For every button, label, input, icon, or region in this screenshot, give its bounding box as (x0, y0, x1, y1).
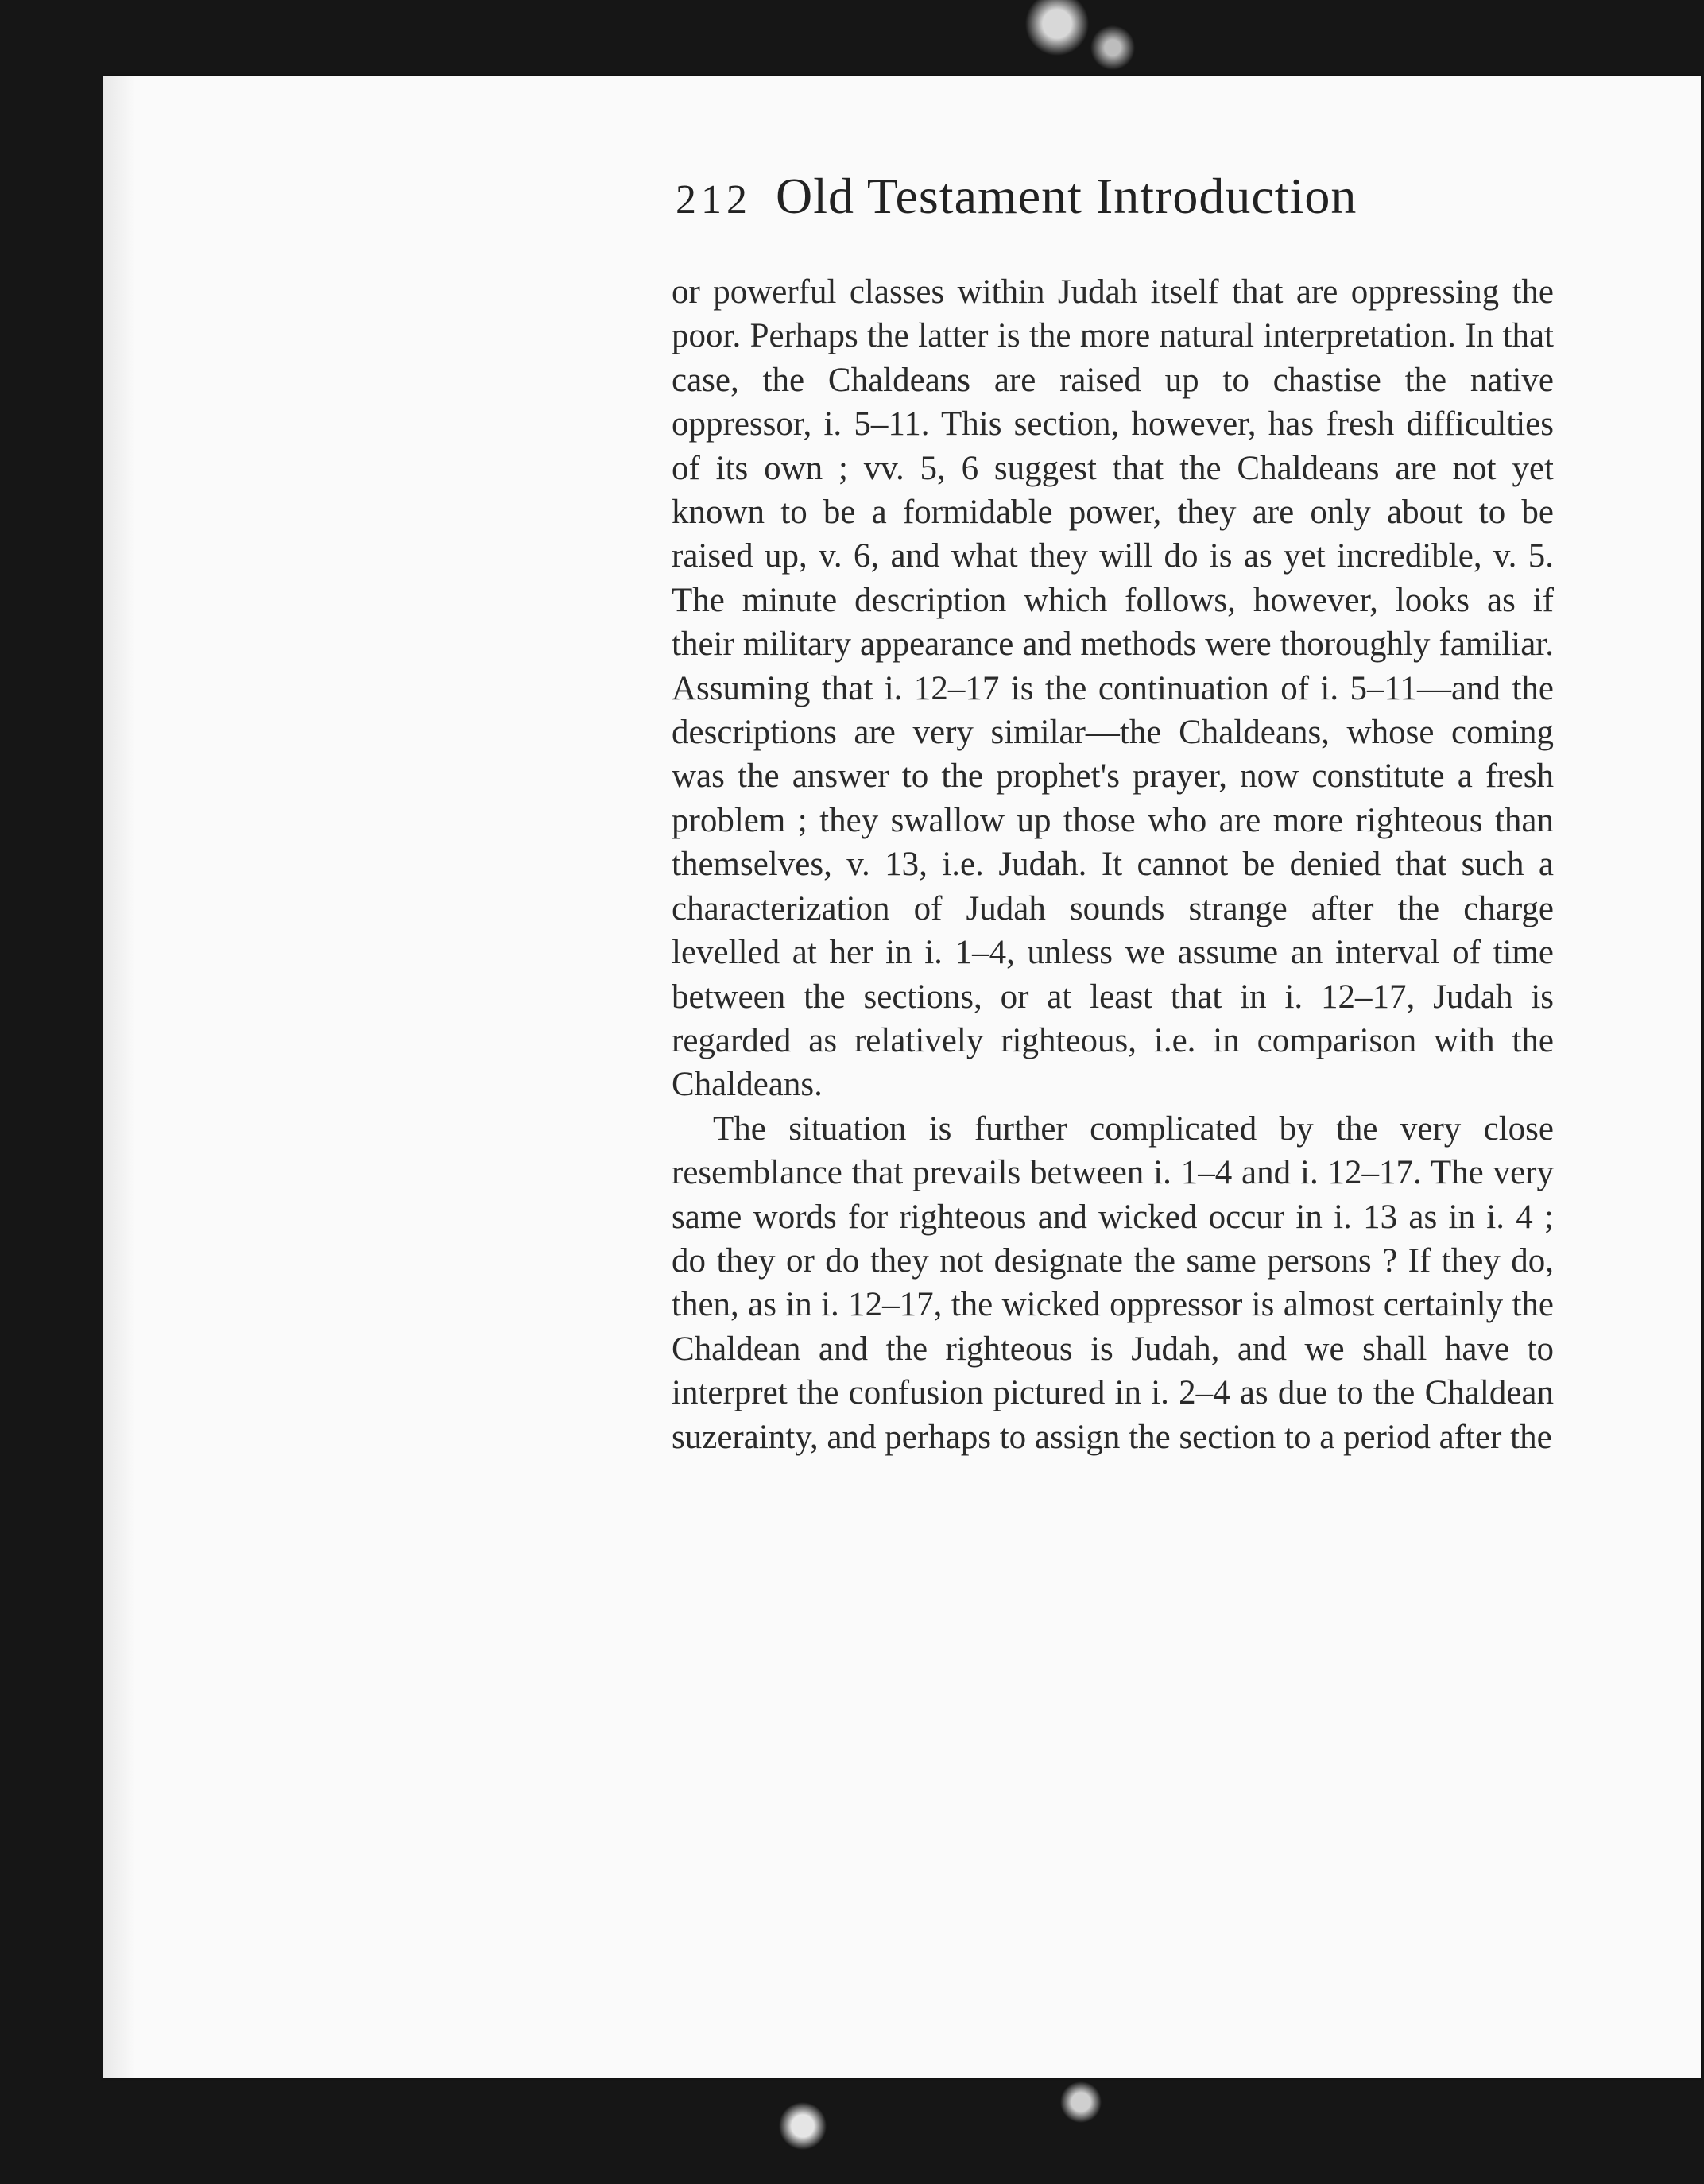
running-head (676, 167, 1629, 246)
paragraph-2: The situation is further complicated by the very close resemblance that prevails between i. 1–4 and i. 12–17. The very same words for righteous and wicked occur in i. 13 as in i. 4 ; do they or do they not designate the same persons ? If they do, then, as in i. 12–17, the wicked oppressor is almost certainly the Chaldean and the righteous is Judah, and we shall have to interpret the confusion pictured in i. 2–4 as due to the Chaldean suzerainty, and perhaps to assign the section to a period after the (672, 1109, 1554, 1456)
page-gutter-shadow (103, 76, 135, 2078)
body-text (672, 270, 1554, 1459)
paragraph-1: or powerful classes within Judah itself that are oppressing the poor. Perhaps the latter is the more natural interpretation. In that case, the Chaldeans are raised up to chastise the native oppressor, i. 5–11. This section, however, has fresh difficulties of its own ; vv. 5, 6 suggest that the Chaldeans are not yet known to be a formidable power, they are only about to be raised up, v. 6, and what they will do is as yet incredible, v. 5. The minute description which follows, however, looks as if their military appearance and methods were thoroughly familiar. Assuming that i. 12–17 is the continuation of i. 5–11—and the descriptions are very similar—the Chaldeans, whose coming was the answer to the prophet's prayer, now constitute a fresh problem ; they swallow up those who are more righteous than themselves, v. 13, i.e. Judah. It cannot be denied that such a characterization of Judah sounds strange after the charge levelled at her in i. 1–4, unless we assume an interval of time between the sections, or at least that in i. 12–17, Judah is regarded as relatively righteous, i.e. in comparison with the Chaldeans. (672, 273, 1554, 1104)
page-number: 212 (676, 177, 752, 223)
running-title: Old Testament Introduction (776, 168, 1357, 224)
